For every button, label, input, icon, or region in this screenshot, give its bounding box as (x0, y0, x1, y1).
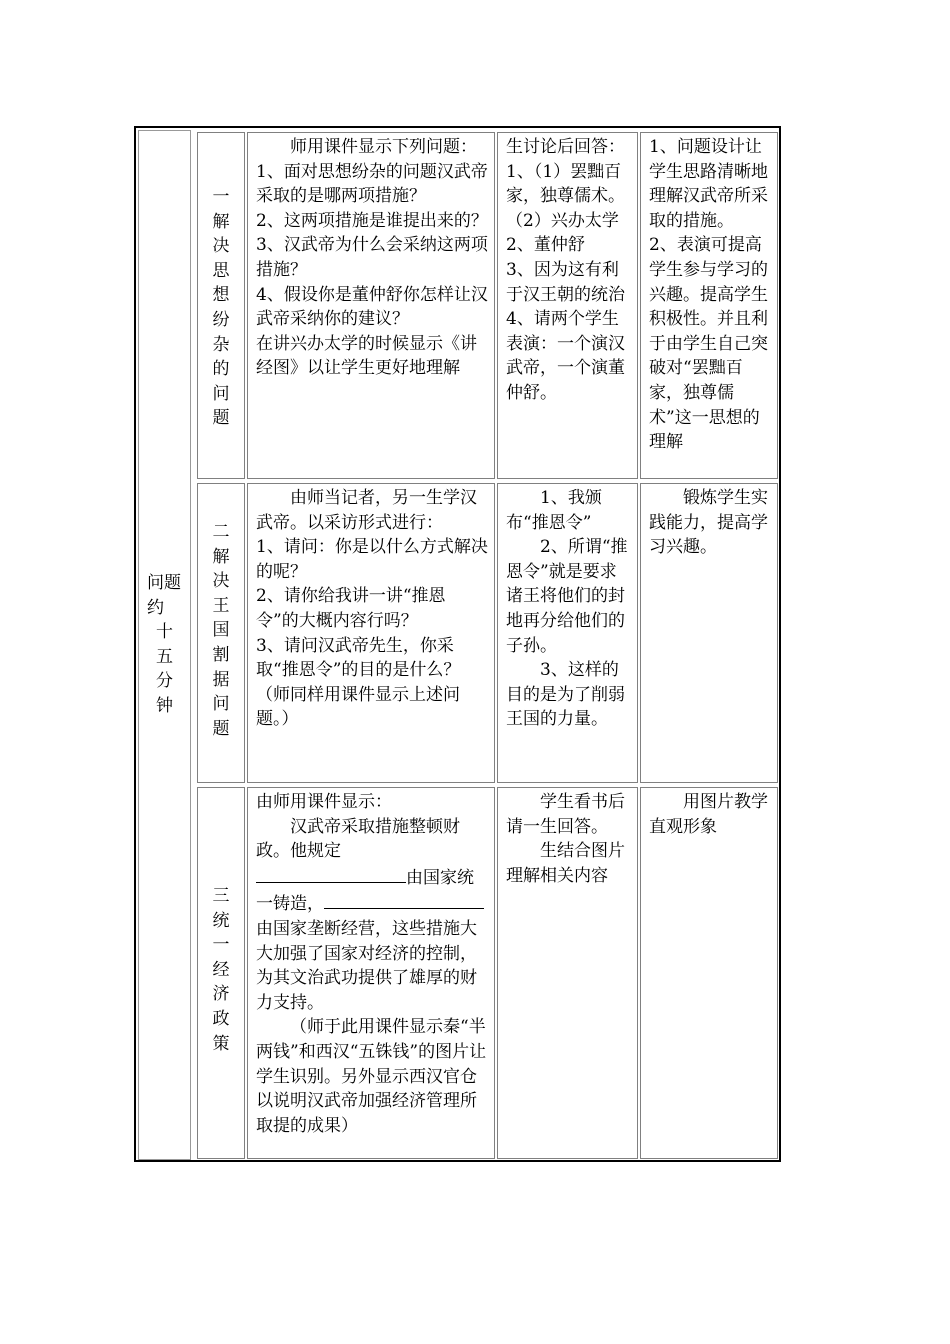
purpose-line: 锻炼学生实践能力，提高学习兴趣。 (649, 488, 768, 558)
row3-teacher-cell (247, 787, 495, 1159)
teacher-paragraph: （师于此用课件显示秦“半两钱”和西汉“五铢钱”的图片让学生识别。另外显示西汉官仓以说明汉武帝加强经济管理所取提的成果） (256, 1017, 487, 1136)
topic-char: 三 (212, 886, 230, 906)
row3-topic-cell (197, 787, 245, 1159)
student-line: 2、董仲舒 (506, 235, 585, 256)
lesson-plan-table (134, 126, 781, 1162)
teacher-text: 汉武帝采取措施整顿财政。他规定 (256, 816, 460, 862)
topic-char: 问 (212, 694, 230, 715)
topic-char: 题 (212, 718, 230, 739)
student-line: 学生看书后请一生回答。 (506, 792, 625, 837)
topic-char: 统 (212, 910, 230, 931)
topic-char: 纷 (212, 309, 230, 330)
topic-char: 思 (212, 260, 230, 281)
topic-char: 问 (212, 383, 230, 404)
teacher-text: 由国家垄断经营，这些措施大大加强了国家对经济的控制，为其文治武功提供了雄厚的财力支持。 (256, 918, 477, 1013)
topic-char: 二 (212, 522, 230, 542)
stage-label (139, 131, 190, 719)
teacher-line: 3、请问汉武帝先生，你采取“推恩令”的目的是什么？ (256, 635, 461, 681)
teacher-line: 3、汉武帝为什么会采纳这两项措施？ (256, 235, 488, 280)
topic-char: 据 (212, 669, 230, 690)
topic-char: 决 (212, 236, 230, 257)
row2-teacher-cell (247, 483, 495, 783)
student-line: 3、因为这有利于汉王朝的统治 (506, 259, 625, 305)
row1-teacher-cell (247, 132, 495, 479)
topic-char: 割 (212, 644, 230, 665)
purpose-line: 2、表演可提高学生参与学习的兴趣。提高学生积极性。并且利于由学生自己突破对“罢黜百家，独尊儒术”这一思想的理解 (649, 235, 768, 453)
topic-char: 的 (212, 359, 230, 380)
topic-char: 经 (212, 959, 230, 980)
topic-char: 决 (212, 571, 230, 592)
row2-topic (198, 484, 244, 741)
teacher-line: 1、面对思想纷杂的问题汉武帝采取的是哪两项措施？ (256, 161, 488, 207)
row1-student-cell (497, 132, 638, 479)
teacher-line: 4、假设你是董仲舒你怎样让汉武帝采纳你的建议？ (256, 284, 488, 330)
topic-char: 策 (212, 1033, 230, 1054)
teacher-line: 师用课件显示下列问题： (290, 137, 477, 157)
topic-char: 王 (212, 595, 230, 616)
stage-char: 十 (156, 622, 173, 643)
topic-char: 杂 (212, 334, 230, 355)
topic-char: 政 (212, 1008, 230, 1029)
fill-blank (256, 864, 406, 883)
row1-purpose-cell (640, 132, 778, 479)
row1-topic-cell (197, 132, 245, 479)
teacher-line: 1、请问：你是以什么方式解决的呢？ (256, 537, 488, 582)
student-line: 1、（1）罢黜百家，独尊儒术。（2）兴办太学 (506, 161, 625, 231)
row1-topic (198, 133, 244, 431)
student-line: 4、请两个学生表演：一个演汉武帝，一个演董仲舒。 (506, 309, 625, 403)
topic-char: 一 (212, 935, 230, 956)
stage-char: 问题 (147, 573, 181, 593)
topic-char: 国 (212, 620, 230, 641)
row3-purpose-cell (640, 787, 778, 1159)
topic-char: 解 (212, 546, 230, 567)
student-line: 2、所谓“推恩令”就是要求诸王将他们的封地再分给他们的子孙。 (506, 537, 628, 656)
teacher-line: 2、这两项措施是谁提出来的？ (256, 210, 488, 231)
fill-blank (388, 890, 484, 909)
student-line: 生讨论后回答： (506, 137, 625, 157)
stage-char: 约 (147, 597, 164, 618)
teacher-intro: 由师用课件显示： (256, 792, 392, 812)
purpose-line: 用图片教学直观形象 (649, 792, 768, 837)
teacher-line: 由师当记者，另一生学汉武帝。以采访形式进行： (256, 488, 477, 533)
student-line: 1、我颁布“推恩令” (506, 488, 602, 533)
purpose-line: 1、问题设计让学生思路清晰地理解汉武帝所采取的措施。 (649, 137, 768, 231)
teacher-line: （师同样用课件显示上述问题。） (256, 684, 460, 730)
topic-char: 解 (212, 211, 230, 232)
teacher-line: 在讲兴办太学的时候显示《讲经图》以让学生更好地理解 (256, 333, 477, 379)
teacher-line: 2、请你给我讲一讲“推恩令”的大概内容行吗？ (256, 586, 446, 631)
teacher-text: 由国家统一铸造， (256, 867, 474, 915)
row2-topic-cell (197, 483, 245, 783)
topic-char: 题 (212, 408, 230, 429)
row2-purpose-cell (640, 483, 778, 783)
stage-cell (138, 130, 191, 1160)
topic-char: 一 (212, 187, 230, 207)
student-line: 生结合图片理解相关内容 (506, 841, 625, 886)
stage-char: 分 (156, 671, 173, 692)
topic-char: 想 (212, 285, 230, 306)
teacher-paragraph (256, 815, 488, 1016)
student-line: 3、这样的目的是为了削弱王国的力量。 (506, 660, 625, 730)
stage-char: 五 (156, 646, 173, 667)
stage-char: 钟 (156, 695, 173, 716)
row3-topic (198, 788, 244, 1056)
row2-student-cell (497, 483, 638, 783)
fill-blank (324, 890, 388, 909)
row3-student-cell (497, 787, 638, 1159)
topic-char: 济 (212, 984, 230, 1005)
